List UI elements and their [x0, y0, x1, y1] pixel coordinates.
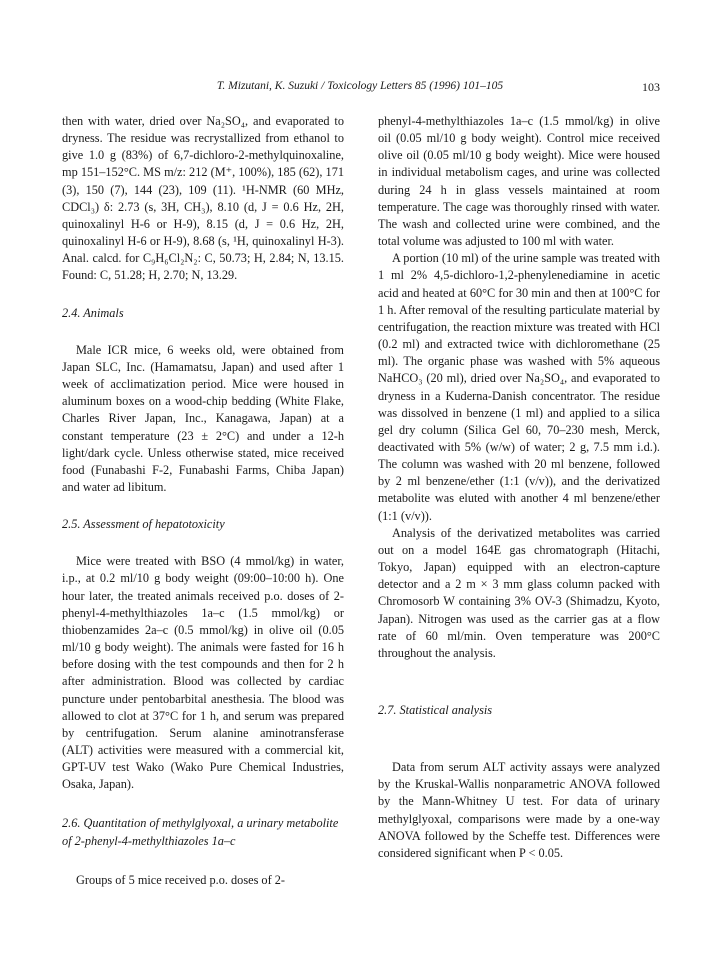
gc-analysis-paragraph: Analysis of the derivatized metabolites was carried out on a model 164E gas chromatograph (Hitachi, Tokyo, Japan) equipped with an electron-capture detector and a 2 m × 3 mm glass column packed with Chromosorb W containing 3% OV-3 (Shimadzu, Kyoto, Japan). Nitrogen was used as the carrier gas at a flow rate of 60 ml/min. Oven temperature was 200°C throughout the analysis.: [378, 525, 660, 660]
methylglyoxal-paragraph: Groups of 5 mice received p.o. doses of 2-: [76, 872, 285, 887]
urine-collection-paragraph: phenyl-4-methylthiazoles 1a–c (1.5 mmol/kg) in olive oil (0.05 ml/10 g body weight). Control mice received olive oil (0.05 ml/10 g body weight). Mice were housed in individual metabolism cages, and urine was collected during 24 h in glass vessels maintained at room temperature. The cage was thoroughly rinsed with water. The wash and collected urine were combined, and the total volume was adjusted to 100 ml with water.: [378, 114, 660, 249]
section-heading-animals: 2.4. Animals: [62, 305, 124, 320]
animals-paragraph: Male ICR mice, 6 weeks old, were obtained from Japan SLC, Inc. (Hamamatsu, Japan) and used after 1 week of acclimatization period. Mice were housed in aluminum boxes on a wood-chip bedding (White Flake, Charles River Japan, Inc., Kanagawa, Japan) at a constant temperature (23 ± 2°C) and under a 12-h light/dark cycle. Unless otherwise stated, mice received food (Funabashi F-2, Funabashi Farms, Chiba Japan) and water ad libitum.: [62, 342, 344, 494]
section-heading-statistics: 2.7. Statistical analysis: [378, 703, 493, 717]
running-title: T. Mizutani, K. Suzuki / Toxicology Letters 85 (1996) 101–105: [216, 80, 504, 92]
right-column: [378, 113, 660, 862]
left-column: [62, 113, 344, 889]
page-header: [60, 80, 660, 96]
section-heading-methylglyoxal: 2.6. Quantitation of methylglyoxal, a urinary metabolite of 2-phenyl-4-methylthiazoles 1a–c: [62, 816, 339, 848]
synthesis-paragraph: then with water, dried over Na₂SO₄, and evaporated to dryness. The residue was recrystallized from ethanol to give 1.0 g (83%) of 6,7-dichloro-2-methylquinoxaline, mp 151–152°C. MS m/z: 212 (M⁺, 100%), 185 (62), 171 (3), 150 (7), 144 (23), 109 (11). ¹H-NMR (60 MHz, CDCl₃) δ: 2.73 (s, 3H, CH₃), 8.10 (d, J = 0.6 Hz, 2H, quinoxalinyl H-6 or H-9), 8.15 (d, J = 0.6 Hz, 2H, quinoxalinyl H-6 or H-9), 8.68 (s, ¹H, quinoxalinyl H-3). Anal. calcd. for C₉H₆Cl₂N₂: C, 50.73; H, 2.84; N, 13.15. Found: C, 51.28; H, 2.70; N, 13.29.: [62, 114, 344, 283]
page-number: 103: [642, 80, 660, 94]
hepatotoxicity-paragraph: Mice were treated with BSO (4 mmol/kg) in water, i.p., at 0.2 ml/10 g body weight (09:00–10:00 h). One hour later, the treated animals received p.o. doses of 2-phenyl-4-methylthiazoles 1a–c (1.5 mmol/kg) or thiobenzamides 2a–c (0.5 mmol/kg) in olive oil (0.05 ml/10 g body weight). The animals were fasted for 16 h before dosing with the test compounds and then for 2 h after administration. Blood was collected by cardiac puncture under pentobarbital anesthesia. The blood was allowed to clot at 37°C for 1 h, and serum was prepared by centrifugation. Serum alanine aminotransferase (ALT) activities were measured with a commercial kit, GPT-UV test Wako (Wako Pure Chemical Industries, Osaka, Japan).: [62, 554, 344, 792]
derivatization-paragraph: A portion (10 ml) of the urine sample was treated with 1 ml 2% 4,5-dichloro-1,2-phenylenediamine in acetic acid and heated at 60°C for 30 min and then at 100°C for 1 h. After removal of the resulting particulate material by centrifugation, the reaction mixture was treated with HCl (0.2 ml) and extracted twice with dichloromethane (25 ml). The organic phase was washed with 5% aqueous NaHCO₃ (20 ml), dried over Na₂SO₄, and evaporated to dryness in a Kuderna-Danish concentrator. The residue was dissolved in benzene (1 ml) and applied to a silica gel dry column (Silica Gel 60, 70–230 mesh, Merck, deactivated with 5% (w/w) of water; 2 g, 7.5 mm i.d.). The column was washed with 20 ml benzene, followed by 2 ml benzene/ether (1:1 (v/v)), and the derivatized metabolite was eluted with another 4 ml benzene/ether (1:1 (v/v)).: [378, 251, 660, 523]
statistics-paragraph: Data from serum ALT activity assays were analyzed by the Kruskal-Wallis nonparametric ANOVA followed by the Mann-Whitney U test. For data of urinary methylglyoxal, comparisons were made by a one-way ANOVA followed by the Scheffe test. Differences were considered significant when P < 0.05.: [378, 760, 660, 860]
section-heading-hepatotoxicity: 2.5. Assessment of hepatotoxicity: [62, 517, 225, 532]
